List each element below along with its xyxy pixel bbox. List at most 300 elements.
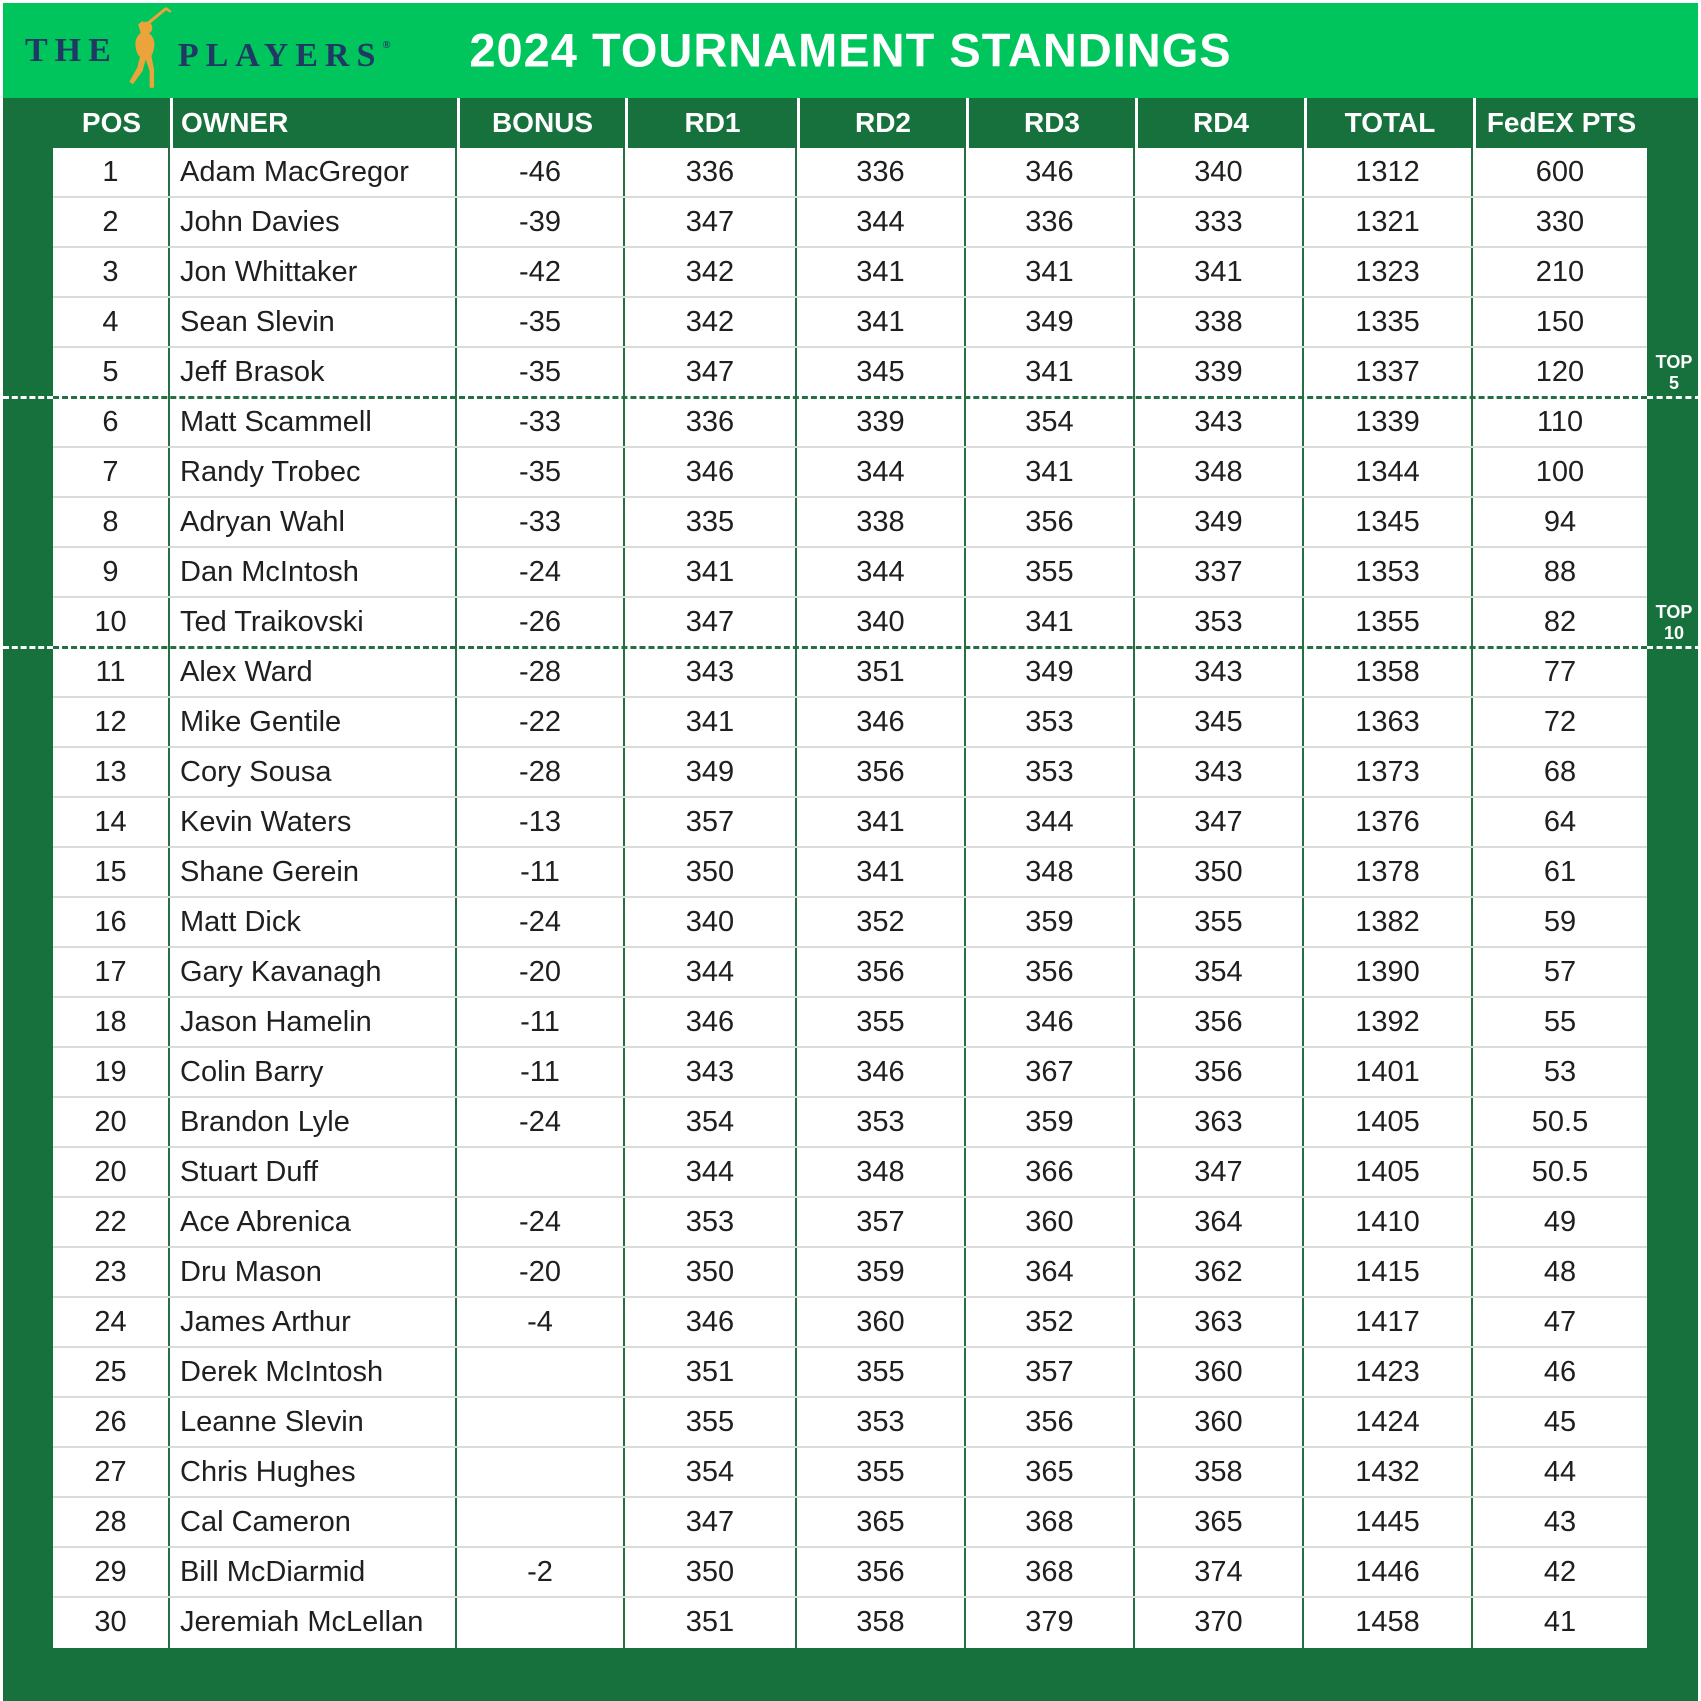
cell-bonus — [457, 1398, 625, 1446]
cell-rd1: 347 — [625, 198, 797, 246]
cell-bonus: -11 — [457, 1048, 625, 1096]
table-row — [53, 548, 1647, 598]
cell-bonus: -39 — [457, 198, 625, 246]
cell-rd4: 345 — [1135, 698, 1304, 746]
cell-rd1: 350 — [625, 848, 797, 896]
cell-rd3: 341 — [966, 598, 1135, 648]
table-row — [53, 1498, 1647, 1548]
column-header-rd1: RD1 — [625, 98, 797, 148]
cell-pos: 7 — [53, 448, 170, 496]
cell-owner: Gary Kavanagh — [170, 948, 457, 996]
cell-rd2: 359 — [797, 1248, 966, 1296]
top10-dashed-line-right-margin — [1647, 646, 1701, 649]
cell-rd1: 351 — [625, 1598, 797, 1648]
cell-rd3: 344 — [966, 798, 1135, 846]
cell-fedex: 47 — [1543, 1306, 1577, 1338]
cell-fedex: 44 — [1543, 1456, 1577, 1488]
cell-rd2: 346 — [797, 1048, 966, 1096]
cell-rd3: 364 — [966, 1248, 1135, 1296]
cell-owner: Jason Hamelin — [170, 998, 457, 1046]
cell-owner: Alex Ward — [170, 648, 457, 696]
table-row — [53, 498, 1647, 548]
column-header-fedex: FedEX PTS — [1473, 98, 1647, 148]
cell-rd1: 357 — [625, 798, 797, 846]
cell-rd3: 336 — [966, 198, 1135, 246]
cell-rd2: 356 — [797, 948, 966, 996]
cell-fedex: 110 — [1536, 406, 1584, 438]
cell-rd2: 344 — [797, 448, 966, 496]
cell-owner: Matt Dick — [170, 898, 457, 946]
cell-total: 1337 — [1304, 348, 1473, 398]
cell-rd1: 341 — [625, 548, 797, 596]
cell-rd3: 349 — [966, 648, 1135, 696]
cell-bonus: -28 — [457, 648, 625, 696]
cell-fedex: 42 — [1543, 1556, 1577, 1588]
cell-fedex: 210 — [1535, 256, 1585, 288]
cell-rd2: 356 — [797, 1548, 966, 1596]
cell-bonus: -20 — [457, 948, 625, 996]
cell-pos: 14 — [53, 798, 170, 846]
cell-rd3: 368 — [966, 1548, 1135, 1596]
table-row — [53, 148, 1647, 198]
cell-rd4: 360 — [1135, 1348, 1304, 1396]
cell-owner: Leanne Slevin — [170, 1398, 457, 1446]
cell-rd1: 350 — [625, 1248, 797, 1296]
column-header-rd2: RD2 — [797, 98, 966, 148]
table-row — [53, 198, 1647, 248]
cell-rd3: 346 — [966, 148, 1135, 196]
cell-total: 1355 — [1304, 598, 1473, 648]
cell-rd1: 344 — [625, 1148, 797, 1196]
top10-dashed-line — [53, 646, 1647, 649]
cell-fedex: 150 — [1535, 306, 1585, 338]
cell-rd3: 357 — [966, 1348, 1135, 1396]
cell-rd2: 352 — [797, 898, 966, 946]
table-row — [53, 1598, 1647, 1648]
cell-rd2: 346 — [797, 698, 966, 746]
table-row — [53, 648, 1647, 698]
tournament-logo — [25, 3, 391, 98]
cell-rd3: 352 — [966, 1298, 1135, 1346]
cell-total: 1446 — [1304, 1548, 1473, 1596]
cell-rd1: 335 — [625, 498, 797, 546]
cell-rd1: 342 — [625, 298, 797, 346]
cell-rd4: 374 — [1135, 1548, 1304, 1596]
table-row — [53, 1398, 1647, 1448]
table-row — [53, 1348, 1647, 1398]
cell-pos: 25 — [53, 1348, 170, 1396]
cell-rd2: 365 — [797, 1498, 966, 1546]
table-row — [53, 1198, 1647, 1248]
cell-rd1: 340 — [625, 898, 797, 946]
cell-fedex: 50.5 — [1531, 1106, 1589, 1138]
cell-owner: Bill McDiarmid — [170, 1548, 457, 1596]
cell-total: 1445 — [1304, 1498, 1473, 1546]
cell-fedex: 41 — [1543, 1606, 1577, 1638]
cell-pos: 8 — [53, 498, 170, 546]
cell-rd1: 342 — [625, 248, 797, 296]
cell-bonus: -46 — [457, 148, 625, 196]
cell-pos: 17 — [53, 948, 170, 996]
cell-rd1: 336 — [625, 398, 797, 446]
cell-total: 1376 — [1304, 798, 1473, 846]
cell-bonus: -20 — [457, 1248, 625, 1296]
cell-rd4: 356 — [1135, 1048, 1304, 1096]
cell-rd2: 344 — [797, 548, 966, 596]
cell-rd3: 359 — [966, 898, 1135, 946]
cell-rd4: 347 — [1135, 1148, 1304, 1196]
top5-badge: TOP 5 — [1655, 352, 1693, 393]
cell-rd4: 350 — [1135, 848, 1304, 896]
cell-rd3: 359 — [966, 1098, 1135, 1146]
top5-dashed-line-right-margin — [1647, 396, 1701, 399]
page-background — [3, 3, 1698, 1701]
cell-pos: 18 — [53, 998, 170, 1046]
cell-total: 1417 — [1304, 1298, 1473, 1346]
cell-rd4: 338 — [1135, 298, 1304, 346]
cell-rd4: 370 — [1135, 1598, 1304, 1648]
table-row — [53, 1148, 1647, 1198]
logo-word-players: PLAYERS® — [177, 37, 391, 74]
cell-total: 1339 — [1304, 398, 1473, 446]
golfer-swing-icon — [120, 5, 174, 93]
cell-owner: Randy Trobec — [170, 448, 457, 496]
cell-total: 1363 — [1304, 698, 1473, 746]
cell-pos: 23 — [53, 1248, 170, 1296]
column-header-bonus: BONUS — [457, 98, 625, 148]
cell-total: 1410 — [1304, 1198, 1473, 1246]
cell-total: 1335 — [1304, 298, 1473, 346]
table-row — [53, 1098, 1647, 1148]
cell-rd2: 341 — [797, 248, 966, 296]
cell-rd3: 349 — [966, 298, 1135, 346]
cell-total: 1344 — [1304, 448, 1473, 496]
column-header-rd3: RD3 — [966, 98, 1135, 148]
cell-bonus: -26 — [457, 598, 625, 648]
cell-fedex: 55 — [1543, 1006, 1577, 1038]
cell-rd3: 341 — [966, 248, 1135, 296]
cell-bonus: -35 — [457, 298, 625, 346]
cell-rd2: 355 — [797, 998, 966, 1046]
cell-rd1: 336 — [625, 148, 797, 196]
cell-pos: 30 — [53, 1598, 170, 1648]
cell-total: 1382 — [1304, 898, 1473, 946]
cell-rd3: 367 — [966, 1048, 1135, 1096]
cell-total: 1405 — [1304, 1098, 1473, 1146]
cell-bonus: -35 — [457, 348, 625, 398]
cell-rd4: 363 — [1135, 1298, 1304, 1346]
cell-bonus: -24 — [457, 1098, 625, 1146]
cell-rd4: 360 — [1135, 1398, 1304, 1446]
cell-owner: Shane Gerein — [170, 848, 457, 896]
cell-rd4: 349 — [1135, 498, 1304, 546]
cell-owner: Colin Barry — [170, 1048, 457, 1096]
cell-rd4: 353 — [1135, 598, 1304, 648]
cell-total: 1424 — [1304, 1398, 1473, 1446]
top5-dashed-line — [53, 396, 1647, 399]
cell-rd1: 347 — [625, 1498, 797, 1546]
cell-rd2: 353 — [797, 1098, 966, 1146]
cell-rd4: 348 — [1135, 448, 1304, 496]
cell-rd1: 346 — [625, 998, 797, 1046]
cell-pos: 2 — [53, 198, 170, 246]
cell-owner: Cal Cameron — [170, 1498, 457, 1546]
cell-total: 1390 — [1304, 948, 1473, 996]
cell-total: 1321 — [1304, 198, 1473, 246]
cell-rd2: 358 — [797, 1598, 966, 1648]
bottom-margin — [3, 1648, 1698, 1701]
cell-pos: 3 — [53, 248, 170, 296]
cell-bonus: -11 — [457, 998, 625, 1046]
cell-total: 1353 — [1304, 548, 1473, 596]
cell-owner: Matt Scammell — [170, 398, 457, 446]
cell-rd1: 354 — [625, 1448, 797, 1496]
cell-owner: Derek McIntosh — [170, 1348, 457, 1396]
cell-total: 1405 — [1304, 1148, 1473, 1196]
cell-rd2: 348 — [797, 1148, 966, 1196]
cell-owner: Brandon Lyle — [170, 1098, 457, 1146]
cell-rd3: 348 — [966, 848, 1135, 896]
banner — [3, 3, 1698, 98]
cell-rd2: 339 — [797, 398, 966, 446]
cell-rd2: 355 — [797, 1448, 966, 1496]
cell-fedex: 94 — [1543, 506, 1577, 538]
cell-fedex: 50.5 — [1531, 1156, 1589, 1188]
cell-total: 1345 — [1304, 498, 1473, 546]
cell-fedex: 77 — [1543, 656, 1577, 688]
cell-pos: 13 — [53, 748, 170, 796]
cell-bonus — [457, 1598, 625, 1648]
cell-owner: Dru Mason — [170, 1248, 457, 1296]
cell-owner: Ted Traikovski — [170, 598, 457, 648]
cell-rd4: 337 — [1135, 548, 1304, 596]
table-row — [53, 748, 1647, 798]
cell-owner: Sean Slevin — [170, 298, 457, 346]
table-row — [53, 248, 1647, 298]
cell-rd4: 347 — [1135, 798, 1304, 846]
cell-rd4: 356 — [1135, 998, 1304, 1046]
cell-pos: 20 — [53, 1098, 170, 1146]
cell-total: 1415 — [1304, 1248, 1473, 1296]
cell-owner: Adam MacGregor — [170, 148, 457, 196]
cell-rd3: 356 — [966, 1398, 1135, 1446]
cell-bonus: -28 — [457, 748, 625, 796]
table-row — [53, 598, 1647, 648]
cell-pos: 19 — [53, 1048, 170, 1096]
cell-rd3: 360 — [966, 1198, 1135, 1246]
cell-rd1: 346 — [625, 1298, 797, 1346]
cell-fedex: 82 — [1543, 606, 1577, 638]
cell-owner: Jeremiah McLellan — [170, 1598, 457, 1648]
table-row — [53, 398, 1647, 448]
cell-rd1: 353 — [625, 1198, 797, 1246]
cell-fedex: 330 — [1535, 206, 1585, 238]
cell-rd1: 347 — [625, 348, 797, 398]
cell-pos: 12 — [53, 698, 170, 746]
cell-fedex: 100 — [1535, 456, 1585, 488]
cell-fedex: 68 — [1543, 756, 1577, 788]
cell-owner: Jeff Brasok — [170, 348, 457, 398]
cell-bonus — [457, 1348, 625, 1396]
cell-rd4: 362 — [1135, 1248, 1304, 1296]
cell-bonus: -42 — [457, 248, 625, 296]
cell-rd2: 341 — [797, 798, 966, 846]
cell-bonus: -4 — [457, 1298, 625, 1346]
cell-rd3: 356 — [966, 948, 1135, 996]
cell-bonus: -11 — [457, 848, 625, 896]
cell-owner: Adryan Wahl — [170, 498, 457, 546]
cell-rd2: 353 — [797, 1398, 966, 1446]
cell-rd2: 351 — [797, 648, 966, 696]
cell-rd4: 340 — [1135, 148, 1304, 196]
cell-rd1: 350 — [625, 1548, 797, 1596]
cell-rd4: 343 — [1135, 398, 1304, 446]
cell-rd1: 344 — [625, 948, 797, 996]
table-header-row — [53, 98, 1647, 148]
column-header-pos: POS — [81, 107, 142, 138]
cell-fedex: 120 — [1535, 356, 1585, 388]
table-row — [53, 898, 1647, 948]
cell-rd2: 338 — [797, 498, 966, 546]
cell-bonus: -33 — [457, 498, 625, 546]
cell-rd4: 358 — [1135, 1448, 1304, 1496]
cell-rd1: 346 — [625, 448, 797, 496]
cell-owner: Dan McIntosh — [170, 548, 457, 596]
cell-rd4: 343 — [1135, 748, 1304, 796]
cell-pos: 6 — [53, 398, 170, 446]
cell-rd2: 340 — [797, 598, 966, 648]
cell-pos: 16 — [53, 898, 170, 946]
cell-rd2: 344 — [797, 198, 966, 246]
cell-rd3: 366 — [966, 1148, 1135, 1196]
cell-fedex: 48 — [1543, 1256, 1577, 1288]
cell-total: 1392 — [1304, 998, 1473, 1046]
cell-rd1: 347 — [625, 598, 797, 648]
cell-fedex: 61 — [1543, 856, 1577, 888]
cell-rd4: 365 — [1135, 1498, 1304, 1546]
top10-dashed-line-left-margin — [3, 646, 53, 649]
cell-total: 1358 — [1304, 648, 1473, 696]
cell-rd3: 355 — [966, 548, 1135, 596]
cell-rd2: 336 — [797, 148, 966, 196]
cell-rd3: 379 — [966, 1598, 1135, 1648]
cell-pos: 9 — [53, 548, 170, 596]
cell-fedex: 72 — [1543, 706, 1577, 738]
cell-rd3: 341 — [966, 348, 1135, 398]
table-row — [53, 698, 1647, 748]
cell-rd4: 355 — [1135, 898, 1304, 946]
cell-pos: 28 — [53, 1498, 170, 1546]
cell-total: 1401 — [1304, 1048, 1473, 1096]
cell-rd3: 341 — [966, 448, 1135, 496]
cell-fedex: 88 — [1543, 556, 1577, 588]
cell-total: 1312 — [1304, 148, 1473, 196]
top10-badge: TOP 10 — [1655, 602, 1693, 643]
cell-owner: Jon Whittaker — [170, 248, 457, 296]
cell-bonus: -24 — [457, 1198, 625, 1246]
table-row — [53, 348, 1647, 398]
cell-fedex: 57 — [1543, 956, 1577, 988]
cell-bonus: -33 — [457, 398, 625, 446]
cell-bonus — [457, 1148, 625, 1196]
cell-pos: 1 — [53, 148, 170, 196]
cell-rd3: 354 — [966, 398, 1135, 446]
cell-rd2: 356 — [797, 748, 966, 796]
cell-rd1: 341 — [625, 698, 797, 746]
cell-fedex: 600 — [1535, 156, 1585, 188]
column-header-owner: OWNER — [170, 98, 457, 148]
cell-fedex: 43 — [1543, 1506, 1577, 1538]
cell-total: 1432 — [1304, 1448, 1473, 1496]
cell-owner: Cory Sousa — [170, 748, 457, 796]
cell-rd2: 355 — [797, 1348, 966, 1396]
table-row — [53, 998, 1647, 1048]
table-row — [53, 848, 1647, 898]
cell-rd1: 355 — [625, 1398, 797, 1446]
cell-rd2: 360 — [797, 1298, 966, 1346]
cell-bonus: -24 — [457, 548, 625, 596]
cell-rd3: 353 — [966, 748, 1135, 796]
cell-pos: 22 — [53, 1198, 170, 1246]
cell-rd4: 339 — [1135, 348, 1304, 398]
cell-owner: Kevin Waters — [170, 798, 457, 846]
trademark-symbol: ® — [382, 39, 391, 51]
cell-rd4: 343 — [1135, 648, 1304, 696]
cell-owner: John Davies — [170, 198, 457, 246]
cell-rd1: 351 — [625, 1348, 797, 1396]
table-row — [53, 1448, 1647, 1498]
cell-rd4: 354 — [1135, 948, 1304, 996]
cell-rd2: 341 — [797, 848, 966, 896]
cell-bonus — [457, 1448, 625, 1496]
cell-pos: 20 — [53, 1148, 170, 1196]
cell-pos: 15 — [53, 848, 170, 896]
cell-rd4: 341 — [1135, 248, 1304, 296]
table-row — [53, 948, 1647, 998]
cell-pos: 27 — [53, 1448, 170, 1496]
cell-owner: Chris Hughes — [170, 1448, 457, 1496]
cell-fedex: 45 — [1543, 1406, 1577, 1438]
cell-pos: 24 — [53, 1298, 170, 1346]
cell-pos: 29 — [53, 1548, 170, 1596]
cell-total: 1378 — [1304, 848, 1473, 896]
cell-bonus: -2 — [457, 1548, 625, 1596]
cell-fedex: 49 — [1543, 1206, 1577, 1238]
cell-owner: Stuart Duff — [170, 1148, 457, 1196]
cell-total: 1323 — [1304, 248, 1473, 296]
table-row — [53, 1048, 1647, 1098]
cell-bonus: -24 — [457, 898, 625, 946]
column-header-rd4: RD4 — [1135, 98, 1304, 148]
table-row — [53, 1248, 1647, 1298]
cell-rd4: 363 — [1135, 1098, 1304, 1146]
cell-fedex: 64 — [1543, 806, 1577, 838]
table-row — [53, 298, 1647, 348]
table-row — [53, 448, 1647, 498]
cell-owner: Ace Abrenica — [170, 1198, 457, 1246]
cell-bonus — [457, 1498, 625, 1546]
top5-dashed-line-left-margin — [3, 396, 53, 399]
table-row — [53, 798, 1647, 848]
cell-rd1: 343 — [625, 1048, 797, 1096]
cell-rd3: 368 — [966, 1498, 1135, 1546]
cell-rd3: 346 — [966, 998, 1135, 1046]
cell-rd4: 333 — [1135, 198, 1304, 246]
page-title: 2024 TOURNAMENT STANDINGS — [469, 23, 1232, 77]
cell-rd2: 341 — [797, 298, 966, 346]
table-row — [53, 1298, 1647, 1348]
cell-total: 1458 — [1304, 1598, 1473, 1648]
